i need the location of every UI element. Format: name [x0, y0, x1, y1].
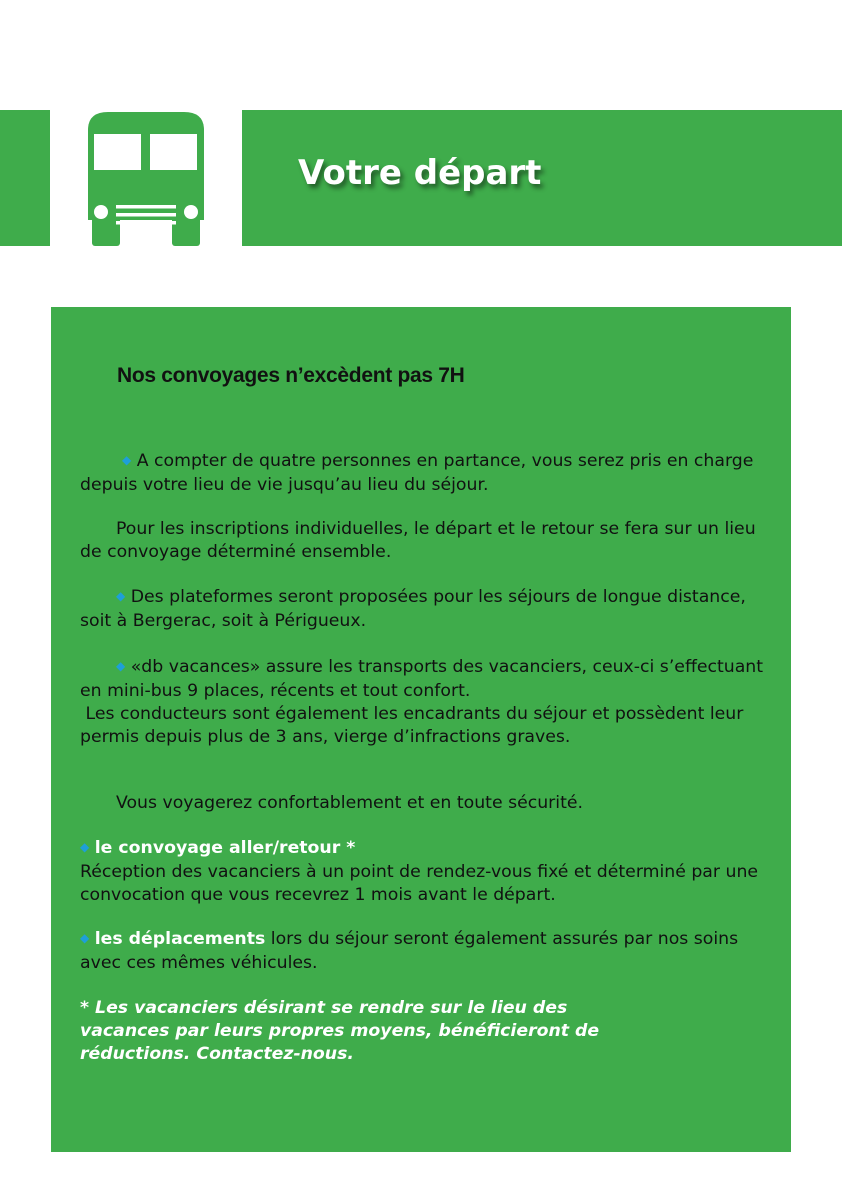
paragraph-platforms: ◆ Des plateformes seront proposées pour les séjours de longue distance, soit à Bergerac, soit à Périgueux.: [80, 587, 746, 631]
bus-icon: [78, 108, 214, 256]
section-headline: Nos convoyages n’excèdent pas 7H: [117, 364, 465, 387]
paragraph-transport: ◆ «db vacances» assure les transports des vacanciers, ceux-ci s’effectuant en mini-bus 9 places, récents et tout confort. Les conducteurs sont également les encadrants du séjour et possèdent leur permis depuis plus de 3 ans, vierge d’infractions graves.: [80, 657, 764, 747]
paragraph-safety: Vous voyagerez confortablement et en toute sécurité.: [116, 793, 583, 813]
bullet-icon: ◆: [80, 840, 90, 854]
bullet-icon: ◆: [116, 659, 126, 673]
deplacements-label: les déplacements: [94, 929, 266, 949]
section-convoyage: ◆ le convoyage aller/retour * Réception des vacanciers à un point de rendez-vous fixé et déterminé par une convocation que vous recevrez 1 mois avant le départ.: [80, 838, 759, 905]
convoyage-label: le convoyage aller/retour *: [94, 838, 356, 858]
bullet-icon: ◆: [116, 589, 126, 603]
bullet-icon: ◆: [122, 453, 132, 467]
header-band-left: [0, 110, 50, 246]
paragraph-pickup: ◆ A compter de quatre personnes en partance, vous serez pris en charge depuis votre lieu de vie jusqu’au lieu du séjour.: [80, 451, 754, 495]
reduction-note: * Les vacanciers désirant se rendre sur le lieu des vacances par leurs propres moyens, bénéficieront de réductions. Contactez-nous.: [80, 998, 600, 1064]
page-title: Votre départ: [298, 153, 542, 193]
paragraph-individual: Pour les inscriptions individuelles, le départ et le retour se fera sur un lieu de convoyage déterminé ensemble.: [80, 519, 756, 562]
bullet-icon: ◆: [80, 931, 90, 945]
section-deplacements: ◆ les déplacements lors du séjour seront également assurés par nos soins avec ces mêmes véhicules.: [80, 929, 739, 973]
